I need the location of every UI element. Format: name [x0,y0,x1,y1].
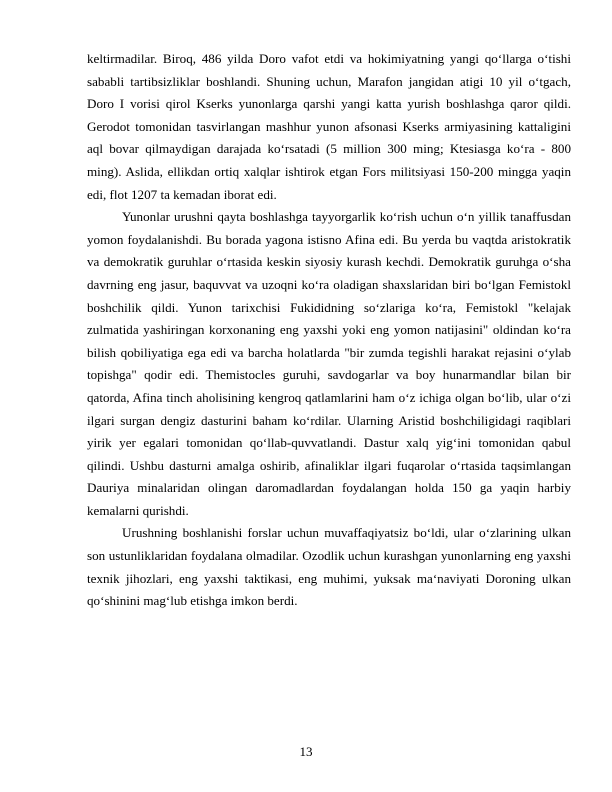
page-number: 13 [299,744,313,759]
paragraph-2: Yunonlar urushni qayta boshlashga tayyorgarlik ko‘rish uchun o‘n yillik tanaffusdan yomon foydalanishdi. Bu borada yagona istisno Afina edi. Bu yerda bu vaqtda aristokratik va demokratik guruhlar o‘rtasida keskin siyosiy kurash kechdi. Demokratik guruhga o‘sha davrning eng jasur, baquvvat va uzoqni ko‘ra oladigan shaxslaridan biri bo‘lgan Femistokl boshchilik qildi. Yunon tarixchisi Fukididning so‘zlariga ko‘ra, Femistokl "kelajak zulmatida yashiringan korxonaning eng yaxshi yoki eng yomon natijasini" oldindan ko‘ra bilish qobiliyatiga ega edi va barcha holatlarda "bir zumda tegishli harakat rejasini o‘ylab topishga" qodir edi. Themistocles guruhi, savdogarlar va boy hunarmandlar bilan bir qatorda, Afina tinch aholisining kengroq qatlamlarini ham o‘z ichiga olgan bo‘lib, ular o‘zi ilgari surgan dengiz dasturini baham ko‘rdilar. Ularning Aristid boshchiligidagi raqiblari yirik yer egalari tomonidan qo‘llab-quvvatlandi. Dastur xalq yig‘ini tomonidan qabul qilindi. Ushbu dasturni amalga oshirib, afinaliklar ilgari fuqarolar o‘rtasida taqsimlangan Dauriya minalaridan olingan daromadlardan foydalangan holda 150 ga yaqin harbiy kemalarni qurishdi. [87,209,571,518]
body-text [87,48,571,613]
paragraph-3: Urushning boshlanishi forslar uchun muvaffaqiyatsiz bo‘ldi, ular o‘zlarining ulkan son ustunliklaridan foydalana olmadilar. Ozodlik uchun kurashgan yunonlarning eng yaxshi texnik jihozlari, eng yaxshi taktikasi, eng muhimi, yuksak ma‘naviyati Doroning ulkan qo‘shinini mag‘lub etishga imkon berdi. [87,525,571,609]
paragraph-1: keltirmadilar. Biroq, 486 yilda Doro vafot etdi va hokimiyatning yangi qo‘llarga o‘tishi sababli tartibsizliklar boshlandi. Shuning uchun, Marafon jangidan atigi 10 yil o‘tgach, Doro I vorisi qirol Kserks yunonlarga qarshi yangi katta yurish boshlashga qaror qildi. Gerodot tomonidan tasvirlangan mashhur yunon afsonasi Kserks armiyasining kattaligini aql bovar qilmaydigan darajada ko‘rsatadi (5 million 300 ming; Ktesiasga ko‘ra - 800 ming). Aslida, ellikdan ortiq xalqlar ishtirok etgan Fors militsiyasi 150-200 mingga yaqin edi, flot 1207 ta kemadan iborat edi. [87,51,571,202]
